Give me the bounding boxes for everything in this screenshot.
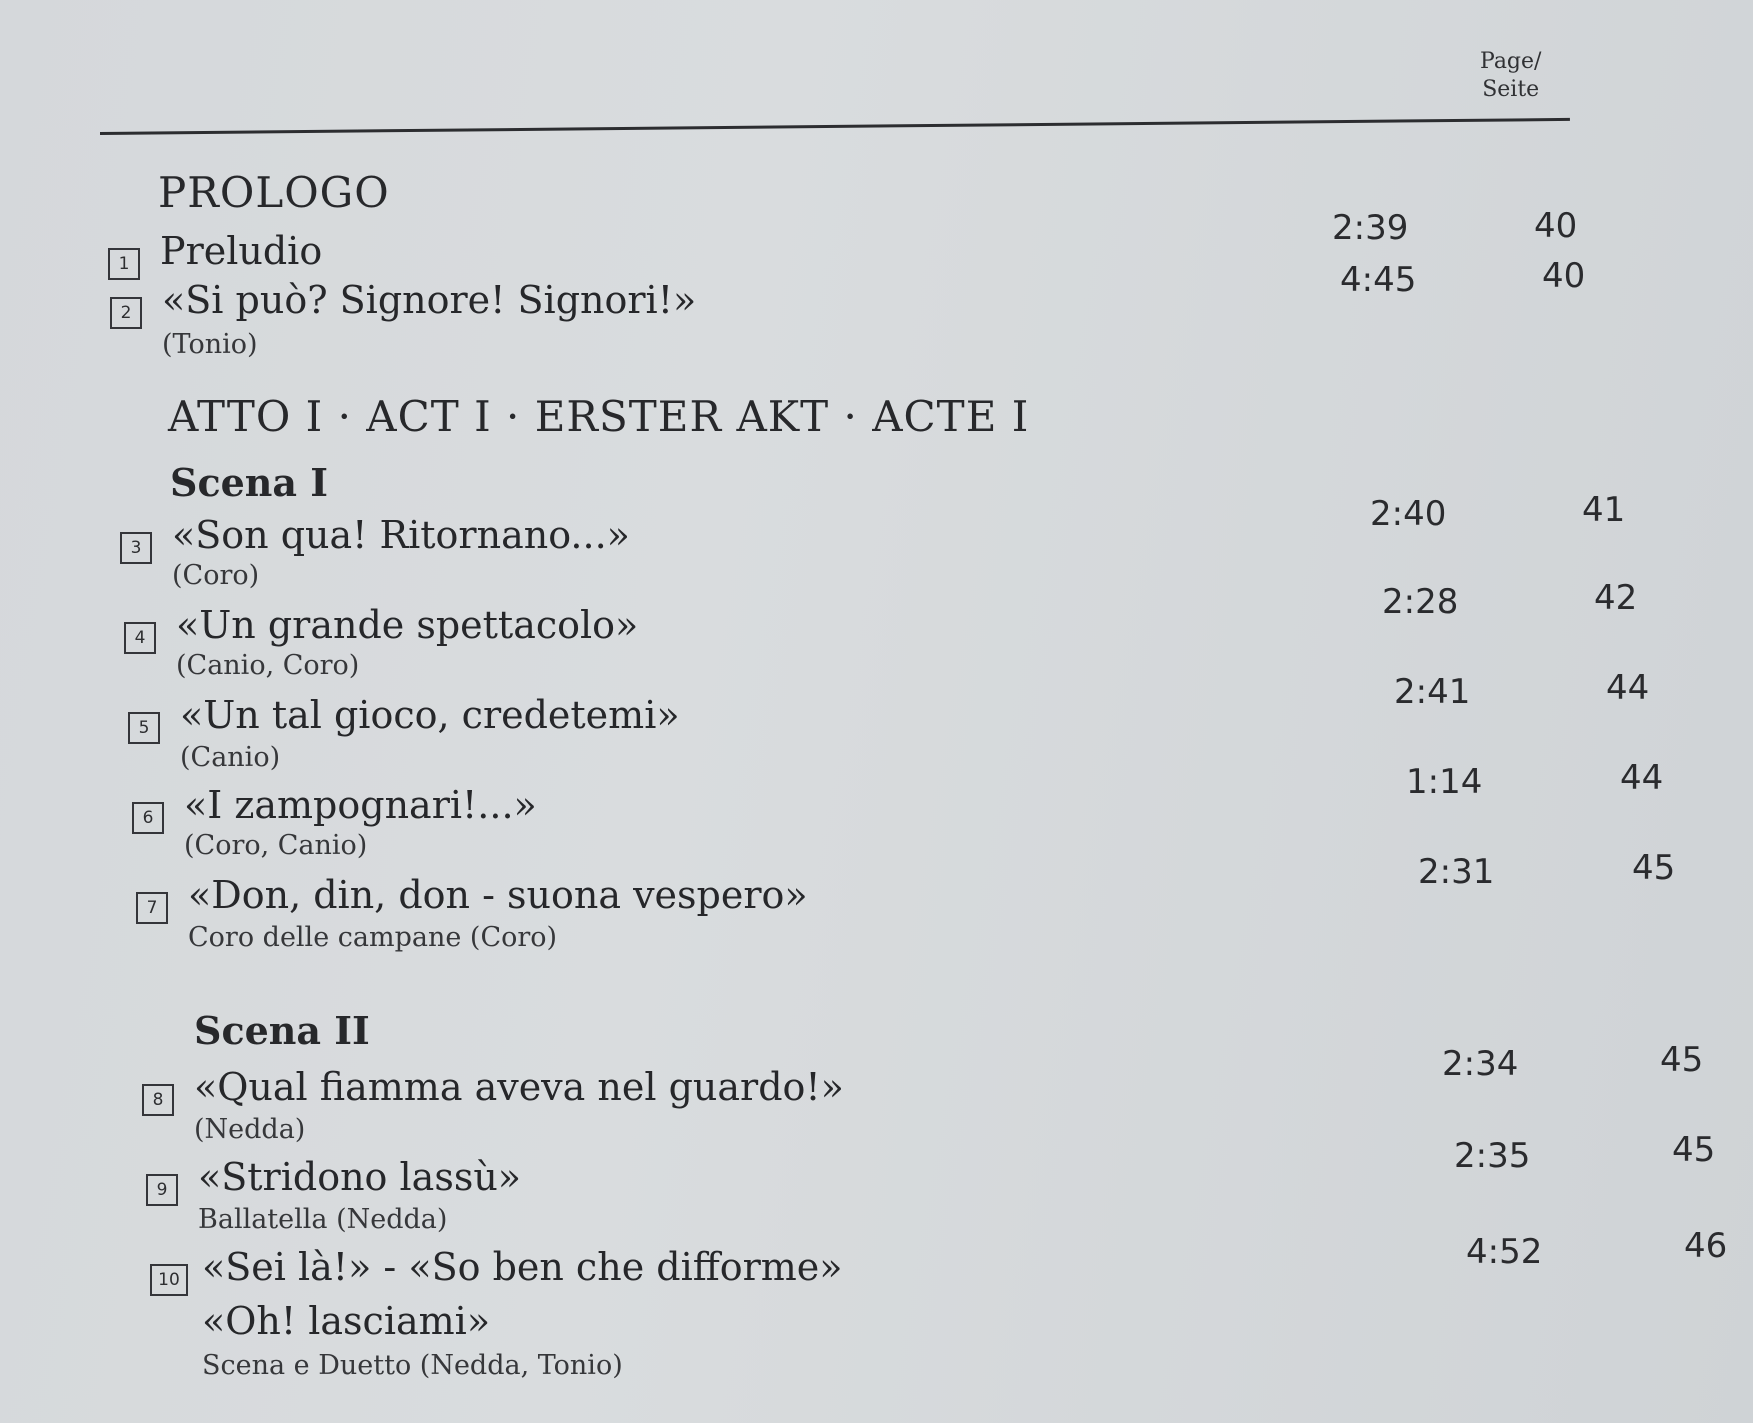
track-page: 45 xyxy=(1672,1130,1716,1170)
track-number-box: 9 xyxy=(146,1174,178,1206)
track-performers: Scena e Duetto (Nedda, Tonio) xyxy=(202,1350,623,1381)
track-duration: 2:35 xyxy=(1454,1136,1531,1176)
track-page: 45 xyxy=(1660,1040,1704,1080)
track-duration: 4:45 xyxy=(1340,260,1417,300)
track-duration: 2:31 xyxy=(1418,852,1495,892)
track-number-box: 2 xyxy=(110,297,142,329)
track-title: Preludio xyxy=(160,229,323,273)
scena-2-heading: Scena II xyxy=(194,1008,370,1053)
page-label: Page/ xyxy=(1480,49,1542,74)
track-title: «Un tal gioco, credetemi» xyxy=(180,693,680,737)
track-performers: (Canio, Coro) xyxy=(176,650,360,681)
seite-label: Seite xyxy=(1482,77,1540,102)
scena-1-heading: Scena I xyxy=(170,460,329,505)
track-title: «Stridono lassù» xyxy=(198,1155,522,1199)
track-title: «Son qua! Ritornano...» xyxy=(172,513,630,557)
track-title: «I zampognari!...» xyxy=(184,783,537,827)
header-rule xyxy=(100,118,1570,135)
track-number-box: 8 xyxy=(142,1084,174,1116)
track-page: 41 xyxy=(1582,490,1626,530)
track-duration: 2:28 xyxy=(1382,582,1459,622)
track-number-box: 6 xyxy=(132,802,164,834)
track-number-box: 10 xyxy=(150,1264,188,1296)
track-duration: 4:52 xyxy=(1466,1232,1543,1272)
track-page: 40 xyxy=(1542,256,1586,296)
track-page: 46 xyxy=(1684,1226,1728,1266)
track-performers: Ballatella (Nedda) xyxy=(198,1204,448,1235)
track-duration: 1:14 xyxy=(1406,762,1483,802)
track-page: 44 xyxy=(1606,668,1650,708)
track-title: «Don, din, don - suona vespero» xyxy=(188,873,808,917)
track-title: «Un grande spettacolo» xyxy=(176,603,639,647)
track-page: 44 xyxy=(1620,758,1664,798)
track-number-box: 1 xyxy=(108,248,140,280)
track-title-line2: «Oh! lasciami» xyxy=(202,1299,491,1343)
page-column-header xyxy=(1480,48,1541,104)
prologo-heading: PROLOGO xyxy=(158,168,390,217)
track-page: 45 xyxy=(1632,848,1676,888)
track-number-box: 7 xyxy=(136,892,168,924)
track-page: 40 xyxy=(1534,206,1578,246)
track-title: «Qual fiamma aveva nel guardo!» xyxy=(194,1065,844,1109)
track-performers: Coro delle campane (Coro) xyxy=(188,922,558,953)
track-performers: (Coro, Canio) xyxy=(184,830,368,861)
act-heading: ATTO I · ACT I · ERSTER AKT · ACTE I xyxy=(168,392,1030,441)
track-title: «Si può? Signore! Signori!» xyxy=(162,278,697,322)
track-number-box: 3 xyxy=(120,532,152,564)
track-duration: 2:39 xyxy=(1332,208,1409,248)
track-page: 42 xyxy=(1594,578,1638,618)
track-duration: 2:34 xyxy=(1442,1044,1519,1084)
track-performers: (Coro) xyxy=(172,560,260,591)
track-number-box: 5 xyxy=(128,712,160,744)
track-performers: (Tonio) xyxy=(162,329,258,360)
track-duration: 2:41 xyxy=(1394,672,1471,712)
track-duration: 2:40 xyxy=(1370,494,1447,534)
track-number-box: 4 xyxy=(124,622,156,654)
track-title: «Sei là!» - «So ben che difforme» xyxy=(202,1245,843,1289)
track-performers: (Canio) xyxy=(180,742,281,773)
track-performers: (Nedda) xyxy=(194,1114,306,1145)
